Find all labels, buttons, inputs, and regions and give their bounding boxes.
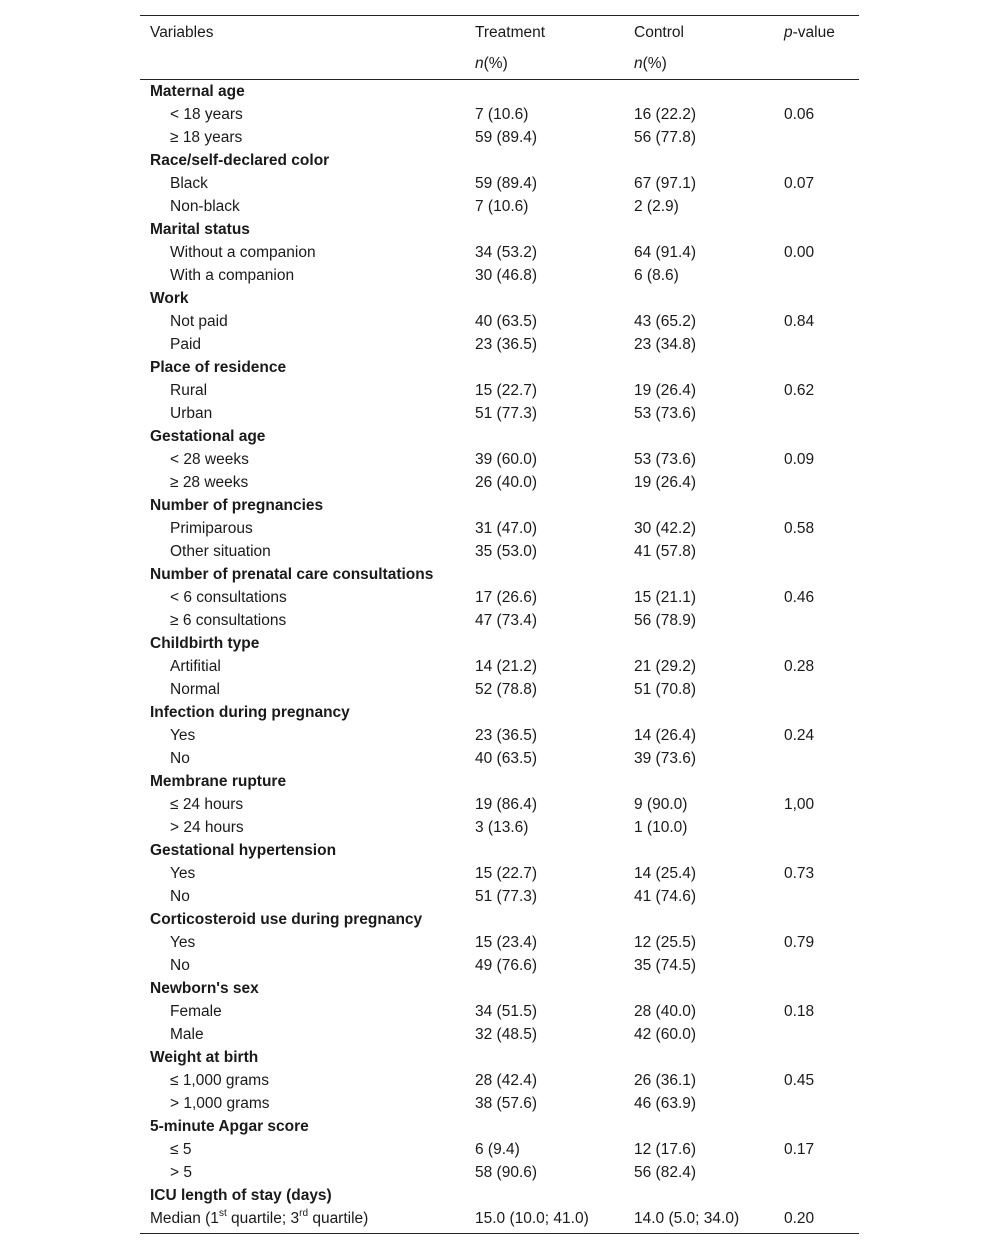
table-row [140, 724, 859, 747]
table-row [140, 379, 859, 402]
row-label: > 1,000 grams [170, 1095, 270, 1112]
section-row [140, 1115, 859, 1138]
pvalue-cell: 0.00 [784, 244, 815, 261]
section-label: Corticosteroid use during pregnancy [150, 911, 423, 928]
section-row [140, 1184, 859, 1207]
row-label: < 6 consultations [170, 589, 287, 606]
treatment-cell: 59 (89.4) [475, 175, 538, 192]
row-label: Not paid [170, 313, 228, 330]
control-cell: 9 (90.0) [634, 796, 688, 813]
treatment-cell: 51 (77.3) [475, 405, 538, 422]
row-label: With a companion [170, 267, 295, 284]
treatment-cell: 49 (76.6) [475, 957, 538, 974]
table-row [140, 448, 859, 471]
control-cell: 23 (34.8) [634, 336, 697, 353]
table-body [140, 80, 859, 1207]
control-cell: 56 (78.9) [634, 612, 697, 629]
control-cell: 42 (60.0) [634, 1026, 697, 1043]
treatment-cell: 47 (73.4) [475, 612, 538, 629]
table-row [140, 195, 859, 218]
table-row [140, 1069, 859, 1092]
table-row [140, 103, 859, 126]
table-row [140, 931, 859, 954]
treatment-cell: 34 (51.5) [475, 1003, 538, 1020]
row-label: ≥ 18 years [170, 129, 243, 146]
section-row [140, 287, 859, 310]
control-cell: 30 (42.2) [634, 520, 697, 537]
section-row [140, 218, 859, 241]
table-row [140, 333, 859, 356]
row-label: Female [170, 1003, 222, 1020]
pvalue-cell: 0.45 [784, 1072, 815, 1089]
row-label: Male [170, 1026, 204, 1043]
row-label: Yes [170, 934, 196, 951]
treatment-cell: 38 (57.6) [475, 1095, 538, 1112]
table-row [140, 310, 859, 333]
header-control-n-italic: n [634, 55, 643, 72]
control-cell: 64 (91.4) [634, 244, 697, 261]
header-pvalue-p: p [784, 24, 793, 41]
table-row [140, 1161, 859, 1184]
control-cell: 19 (26.4) [634, 382, 697, 399]
row-label: Artifitial [170, 658, 221, 675]
median-label-c: quartile) [308, 1210, 369, 1227]
row-label: Non-black [170, 198, 240, 215]
control-cell: 16 (22.2) [634, 106, 697, 123]
section-row [140, 701, 859, 724]
row-label: > 24 hours [170, 819, 244, 836]
section-row [140, 977, 859, 1000]
treatment-cell: 31 (47.0) [475, 520, 538, 537]
row-label: Black [170, 175, 208, 192]
median-treatment: 15.0 (10.0; 41.0) [475, 1210, 589, 1227]
section-label: Race/self-declared color [150, 152, 330, 169]
treatment-cell: 40 (63.5) [475, 750, 538, 767]
section-label: Maternal age [150, 83, 245, 100]
pvalue-cell: 1,00 [784, 796, 815, 813]
pvalue-cell: 0.17 [784, 1141, 815, 1158]
treatment-cell: 40 (63.5) [475, 313, 538, 330]
header-treatment-n [475, 48, 634, 79]
section-row [140, 770, 859, 793]
section-row [140, 1046, 859, 1069]
pvalue-cell: 0.73 [784, 865, 815, 882]
control-cell: 12 (17.6) [634, 1141, 697, 1158]
header-control: Control [634, 24, 684, 41]
row-label: No [170, 750, 190, 767]
table-row [140, 793, 859, 816]
pvalue-cell: 0.46 [784, 589, 815, 606]
header-pvalue-suffix: -value [792, 24, 835, 41]
row-label: Yes [170, 727, 196, 744]
row-label: > 5 [170, 1164, 192, 1181]
section-label: Infection during pregnancy [150, 704, 350, 721]
treatment-cell: 30 (46.8) [475, 267, 538, 284]
table-row [140, 609, 859, 632]
treatment-cell: 23 (36.5) [475, 336, 538, 353]
treatment-cell: 15 (23.4) [475, 934, 538, 951]
control-cell: 56 (82.4) [634, 1164, 697, 1181]
section-label: Place of residence [150, 359, 287, 376]
pvalue-cell: 0.06 [784, 106, 815, 123]
section-row [140, 149, 859, 172]
pvalue-cell: 0.62 [784, 382, 815, 399]
row-label: Primiparous [170, 520, 253, 537]
median-row [140, 1207, 859, 1230]
section-label: Number of prenatal care consultations [150, 566, 434, 583]
treatment-cell: 34 (53.2) [475, 244, 538, 261]
table-row [140, 471, 859, 494]
pvalue-cell: 0.58 [784, 520, 815, 537]
table-row [140, 1023, 859, 1046]
header-control-n [634, 48, 784, 79]
section-row [140, 80, 859, 103]
header-variables: Variables [150, 24, 214, 41]
control-cell: 14 (26.4) [634, 727, 697, 744]
section-label: Weight at birth [150, 1049, 259, 1066]
table-bottom-rule [140, 1233, 859, 1234]
row-label: No [170, 888, 190, 905]
row-label: Other situation [170, 543, 271, 560]
table-row [140, 402, 859, 425]
table-row [140, 1092, 859, 1115]
table-row [140, 1000, 859, 1023]
section-row [140, 356, 859, 379]
section-row [140, 563, 859, 586]
table-row [140, 862, 859, 885]
row-label: Rural [170, 382, 208, 399]
section-label: Gestational hypertension [150, 842, 337, 859]
control-cell: 2 (2.9) [634, 198, 679, 215]
treatment-cell: 52 (78.8) [475, 681, 538, 698]
row-label: Without a companion [170, 244, 316, 261]
median-label-a: Median (1 [150, 1210, 219, 1227]
row-label: < 28 weeks [170, 451, 249, 468]
treatment-cell: 7 (10.6) [475, 198, 529, 215]
section-label: Number of pregnancies [150, 497, 324, 514]
row-label: Urban [170, 405, 213, 422]
control-cell: 15 (21.1) [634, 589, 697, 606]
row-label: ≥ 6 consultations [170, 612, 287, 629]
row-label: ≤ 5 [170, 1141, 192, 1158]
treatment-cell: 39 (60.0) [475, 451, 538, 468]
control-cell: 12 (25.5) [634, 934, 697, 951]
header-treatment-n-pct: (%) [483, 55, 508, 72]
table-row [140, 885, 859, 908]
treatment-cell: 32 (48.5) [475, 1026, 538, 1043]
control-cell: 53 (73.6) [634, 451, 697, 468]
table-row [140, 264, 859, 287]
table-row [140, 678, 859, 701]
control-cell: 43 (65.2) [634, 313, 697, 330]
section-label: 5-minute Apgar score [150, 1118, 309, 1135]
control-cell: 67 (97.1) [634, 175, 697, 192]
treatment-cell: 51 (77.3) [475, 888, 538, 905]
section-label: Membrane rupture [150, 773, 287, 790]
section-label: Marital status [150, 221, 250, 238]
median-pvalue: 0.20 [784, 1210, 815, 1227]
treatment-cell: 15 (22.7) [475, 382, 538, 399]
header-subrow [140, 48, 859, 79]
control-cell: 51 (70.8) [634, 681, 697, 698]
treatment-cell: 6 (9.4) [475, 1141, 520, 1158]
treatment-cell: 35 (53.0) [475, 543, 538, 560]
pvalue-cell: 0.84 [784, 313, 815, 330]
median-sup-rd: rd [299, 1207, 309, 1219]
section-row [140, 494, 859, 517]
table-row [140, 540, 859, 563]
row-label: ≥ 28 weeks [170, 474, 249, 491]
table-row [140, 172, 859, 195]
control-cell: 21 (29.2) [634, 658, 697, 675]
treatment-cell: 28 (42.4) [475, 1072, 538, 1089]
control-cell: 41 (74.6) [634, 888, 697, 905]
control-cell: 28 (40.0) [634, 1003, 697, 1020]
section-label: Gestational age [150, 428, 266, 445]
section-label: Work [150, 290, 189, 307]
row-label: Paid [170, 336, 202, 353]
row-label: ≤ 1,000 grams [170, 1072, 269, 1089]
control-cell: 56 (77.8) [634, 129, 697, 146]
table-row [140, 747, 859, 770]
control-cell: 46 (63.9) [634, 1095, 697, 1112]
pvalue-cell: 0.09 [784, 451, 815, 468]
treatment-cell: 23 (36.5) [475, 727, 538, 744]
median-sup-st: st [218, 1207, 227, 1219]
table-row [140, 586, 859, 609]
row-label: ≤ 24 hours [170, 796, 244, 813]
section-row [140, 908, 859, 931]
header-treatment-n-italic: n [475, 55, 484, 72]
control-cell: 1 (10.0) [634, 819, 688, 836]
treatment-cell: 26 (40.0) [475, 474, 538, 491]
table-row [140, 241, 859, 264]
pvalue-cell: 0.79 [784, 934, 815, 951]
pvalue-cell: 0.28 [784, 658, 815, 675]
treatment-cell: 14 (21.2) [475, 658, 538, 675]
table-row [140, 655, 859, 678]
row-label: Normal [170, 681, 220, 698]
table-top-rule [140, 15, 859, 16]
table-row [140, 1138, 859, 1161]
median-control: 14.0 (5.0; 34.0) [634, 1210, 740, 1227]
section-label: Childbirth type [150, 635, 260, 652]
header-row [140, 17, 859, 48]
table-row [140, 517, 859, 540]
section-row [140, 839, 859, 862]
header-treatment: Treatment [475, 24, 546, 41]
control-cell: 19 (26.4) [634, 474, 697, 491]
section-row [140, 425, 859, 448]
control-cell: 26 (36.1) [634, 1072, 697, 1089]
treatment-cell: 3 (13.6) [475, 819, 529, 836]
control-cell: 41 (57.8) [634, 543, 697, 560]
pvalue-cell: 0.24 [784, 727, 815, 744]
control-cell: 35 (74.5) [634, 957, 697, 974]
table-row [140, 954, 859, 977]
section-label: Newborn's sex [150, 980, 259, 997]
control-cell: 14 (25.4) [634, 865, 697, 882]
treatment-cell: 17 (26.6) [475, 589, 538, 606]
treatment-cell: 58 (90.6) [475, 1164, 538, 1181]
table-row [140, 126, 859, 149]
control-cell: 6 (8.6) [634, 267, 679, 284]
header-control-n-pct: (%) [642, 55, 667, 72]
control-cell: 39 (73.6) [634, 750, 697, 767]
median-label-b: quartile; 3 [226, 1210, 300, 1227]
treatment-cell: 19 (86.4) [475, 796, 538, 813]
section-row [140, 632, 859, 655]
data-table [140, 15, 859, 1234]
control-cell: 53 (73.6) [634, 405, 697, 422]
pvalue-cell: 0.18 [784, 1003, 815, 1020]
header-pvalue [784, 17, 859, 48]
section-label: ICU length of stay (days) [150, 1187, 332, 1204]
pvalue-cell: 0.07 [784, 175, 815, 192]
row-label: Yes [170, 865, 196, 882]
treatment-cell: 15 (22.7) [475, 865, 538, 882]
treatment-cell: 7 (10.6) [475, 106, 529, 123]
table-row [140, 816, 859, 839]
median-label [140, 1207, 475, 1230]
row-label: < 18 years [170, 106, 243, 123]
treatment-cell: 59 (89.4) [475, 129, 538, 146]
row-label: No [170, 957, 190, 974]
